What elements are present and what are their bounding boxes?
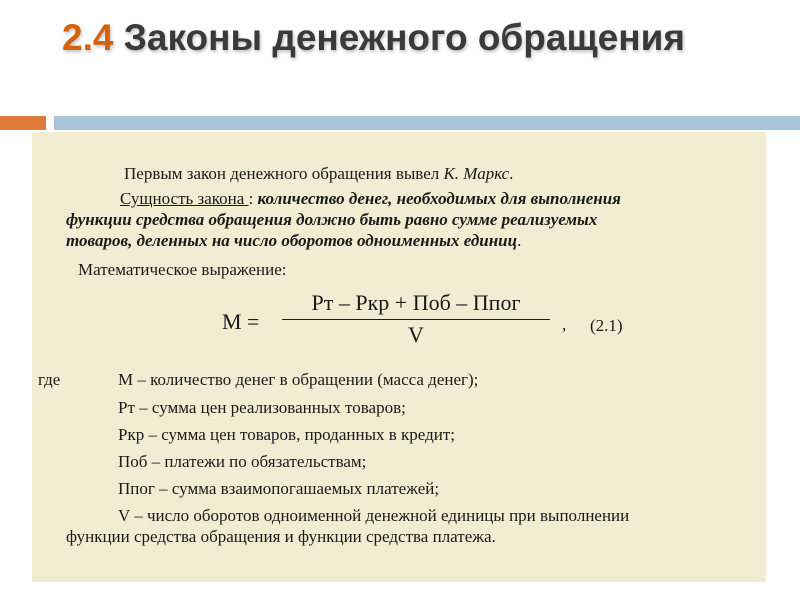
essence-end: . xyxy=(517,231,522,250)
formula-comma: , xyxy=(562,315,567,334)
formula-number: (2.1) xyxy=(590,316,623,335)
essence-text-1: количество денег, необходимых для выполнения xyxy=(253,189,621,208)
fraction-bar xyxy=(282,319,550,320)
formula-denominator: V xyxy=(408,322,424,347)
legend-continuation: функции средства обращения и функции средства платежа. xyxy=(66,527,496,546)
legend-item: Ппог – сумма взаимопогашаемых платежей; xyxy=(118,479,440,498)
math-label: Математическое выражение: xyxy=(78,260,287,279)
title-text: Законы денежного обращения xyxy=(123,17,685,58)
formula-lhs: М = xyxy=(222,309,260,334)
intro-suffix: . xyxy=(509,164,514,183)
essence-line-1 xyxy=(120,189,621,209)
intro-paragraph xyxy=(124,164,513,184)
legend-where: где xyxy=(38,370,61,389)
legend-item: Рт – сумма цен реализованных товаров; xyxy=(118,398,406,417)
formula-numerator: Рт – Ркр + Поб – Ппог xyxy=(311,290,521,315)
legend-item: М – количество денег в обращении (масса денег); xyxy=(118,370,479,389)
title-number: 2.4 xyxy=(62,17,114,58)
essence-line-2: функции средства обращения должно быть равно сумме реализуемых xyxy=(66,210,598,229)
content-panel xyxy=(32,132,766,582)
essence-label: Сущность закона xyxy=(120,189,249,208)
legend-item: V – число оборотов одноименной денежной единицы при выполнении xyxy=(118,506,630,525)
title-rule-accent xyxy=(0,116,46,130)
essence-text-3: товаров, деленных на число оборотов одноименных единиц xyxy=(66,231,518,250)
legend-item: Ркр – сумма цен товаров, проданных в кредит; xyxy=(118,425,456,444)
essence-line-3 xyxy=(66,231,521,251)
essence-colon: : xyxy=(248,189,254,208)
title-rule-bar xyxy=(54,116,800,130)
page-title xyxy=(62,14,762,61)
intro-author: К. Маркс xyxy=(443,164,510,183)
intro-prefix: Первым закон денежного обращения вывел xyxy=(124,164,444,183)
legend-item: Поб – платежи по обязательствам; xyxy=(118,452,367,471)
